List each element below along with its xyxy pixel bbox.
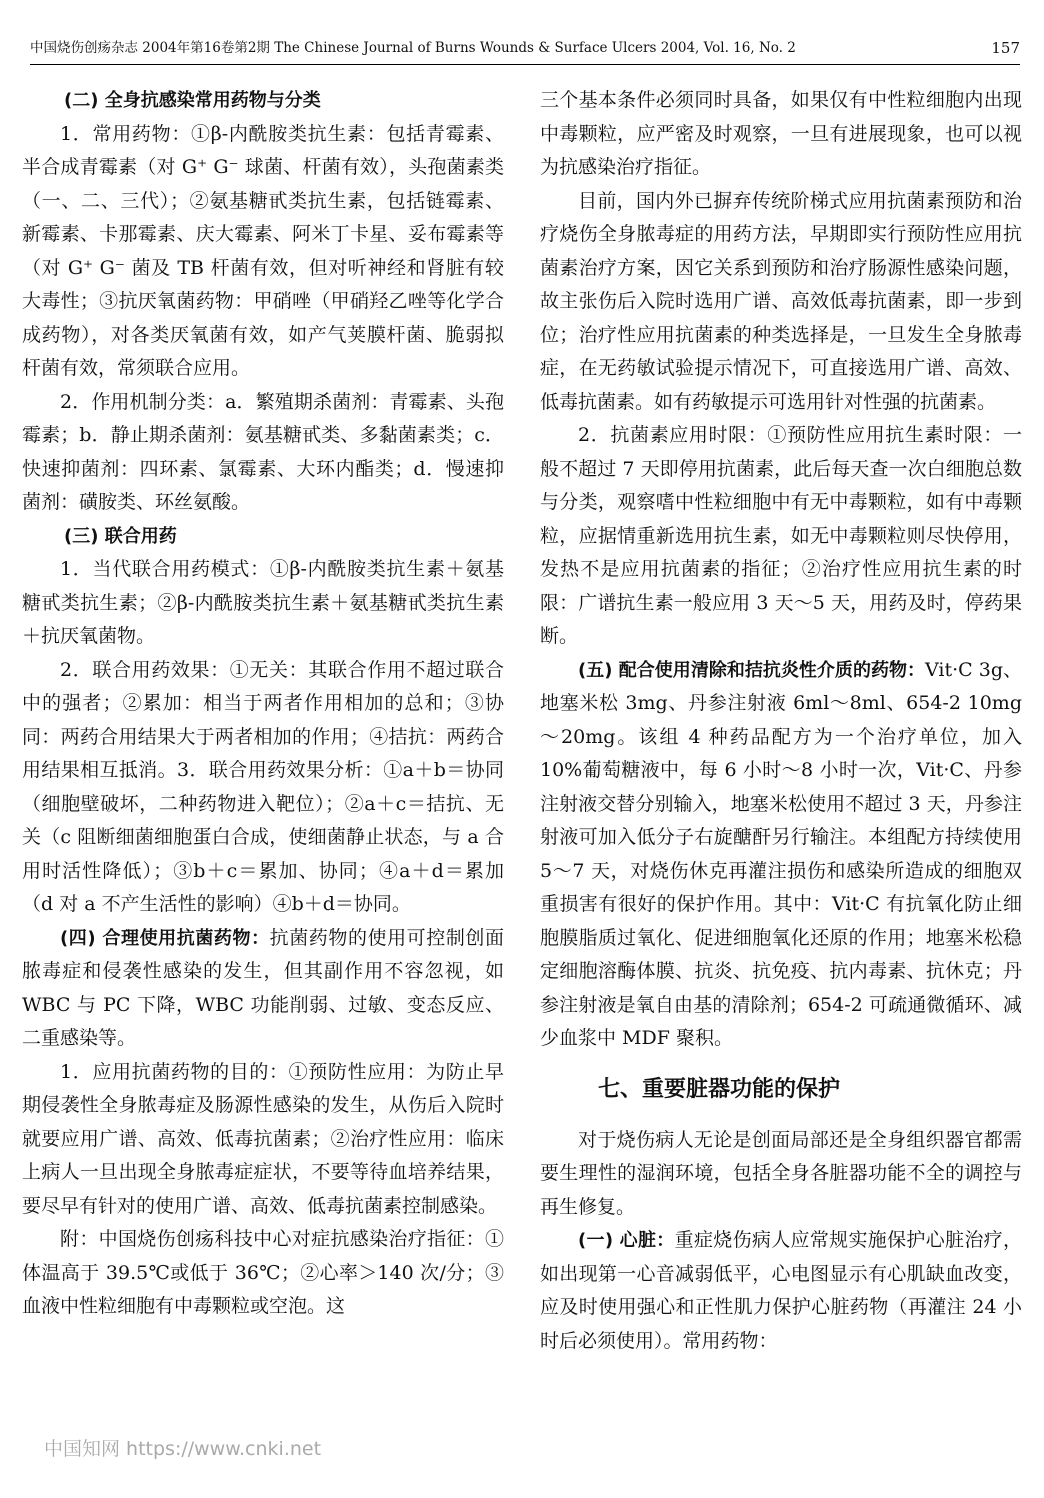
paragraph	[540, 1224, 1022, 1358]
paragraph: 1．应用抗菌药物的目的：①预防性应用：为防止早期侵袭性全身脓毒症及肠源性感染的发生，从伤后入院时就要应用广谱、高效、低毒抗菌素；②治疗性应用：临床上病人一旦出现全身脓毒症症状，不要等待血培养结果，要尽早有针对的使用广谱、高效、低毒抗菌素控制感染。	[22, 1060, 504, 1217]
paragraph: 2．联合用药效果：①无关：其联合作用不超过联合中的强者；②累加：相当于两者作用相加的总和；③协同：两药合用结果大于两者相加的作用；④拮抗：两药合用结果相互抵消。3．联合用药效果分析：①a＋b＝协同（细胞壁破坏，二种药物进入靶位）；②a＋c＝拮抗、无关（c 阻断细菌细胞蛋白合成，使细菌静止状态，与 a 合用时活性降低）；③b＋c＝累加、协同；④a＋d＝累加（d 对 a 不产生活性的影响）④b＋d＝协同。	[22, 658, 504, 915]
right-column	[540, 84, 1022, 1358]
inline-heading: (一) 心脏：	[578, 1230, 675, 1251]
inline-text: Vit·C 3g、地塞米松 3mg、丹参注射液 6ml～8ml、654-2 10mg～20mg。该组 4 种药品配方为一个治疗单位，加入 10%葡萄糖液中，每 6 小时～8 小时一次，Vit·C、丹参注射液交替分别输入，地塞米松使用不超过 3 天，丹参注射液可加入低分子右旋醣酐另行输注。本组配方持续使用 5～7 天，对烧伤休克再灌注损伤和感染所造成的细胞双重损害有很好的保护作用。其中：Vit·C 有抗氧化防止细胞膜脂质过氧化、促进细胞氧化还原的作用；地塞米松稳定细胞溶酶体膜、抗炎、抗免疫、抗内毒素、抗休克；丹参注射液是氧自由基的清除剂；654-2 可疏通微循环、减少血浆中 MDF 聚积。	[540, 658, 1023, 1049]
paragraph: 1．当代联合用药模式：①β-内酰胺类抗生素＋氨基糖甙类抗生素；②β-内酰胺类抗生素＋氨基糖甙类抗生素＋抗厌氧菌物。	[22, 558, 504, 647]
left-column	[22, 84, 504, 1324]
paragraph	[540, 654, 1022, 1056]
paragraph: 2．作用机制分类：a．繁殖期杀菌剂：青霉素、头孢霉素；b．静止期杀菌剂：氨基糖甙类、多黏菌素类；c．快速抑菌剂：四环素、氯霉素、大环内酯类；d．慢速抑菌剂：磺胺类、环丝氨酸。	[22, 390, 504, 513]
watermark: 中国知网 https://www.cnki.net	[44, 1438, 322, 1460]
paragraph: 2．抗菌素应用时限：①预防性应用抗生素时限：一般不超过 7 天即停用抗菌素，此后每天查一次白细胞总数与分类，观察嗜中性粒细胞中有无中毒颗粒，如有中毒颗粒，应据情重新选用抗生素，如无中毒颗粒则尽快停用，发热不是应用抗菌素的指征；②治疗性应用抗生素的时限：广谱抗生素一般应用 3 天～5 天，用药及时，停药果断。	[540, 424, 1022, 647]
inline-heading: (四) 合理使用抗菌药物：	[60, 927, 270, 949]
header-rule	[30, 64, 1020, 65]
section-title: 七、重要脏器功能的保护	[598, 1076, 841, 1102]
paragraph: 附：中国烧伤创疡科技中心对症抗感染治疗指征：①体温高于 39.5℃或低于 36℃；②心率＞140 次/分；③血液中性粒细胞有中毒颗粒或空泡。这	[22, 1228, 504, 1317]
inline-text: 重症烧伤病人应常规实施保护心脏治疗，如出现第一心音减弱低平，心电图显示有心肌缺血改变，应及时使用强心和正性肌力保护心脏药物（再灌注 24 小时后必须使用）。常用药物：	[540, 1229, 1022, 1352]
paragraph: 目前，国内外已摒弃传统阶梯式应用抗菌素预防和治疗烧伤全身脓毒症的用药方法，早期即实行预防性应用抗菌素治疗方案，因它关系到预防和治疗肠源性感染问题，故主张伤后入院时选用广谱、高效低毒抗菌素，即一步到位；治疗性应用抗菌素的种类选择是，一旦发生全身脓毒症，在无药敏试验提示情况下，可直接选用广谱、高效、低毒抗菌素。如有药敏提示可选用针对性强的抗菌素。	[540, 189, 1022, 413]
page-number: 157	[991, 39, 1020, 57]
paragraph: 对于烧伤病人无论是创面局部还是全身组织器官都需要生理性的湿润环境，包括全身各脏器功能不全的调控与再生修复。	[540, 1128, 1022, 1218]
running-header	[30, 38, 1020, 60]
paragraph: 三个基本条件必须同时具备，如果仅有中性粒细胞内出现中毒颗粒，应严密及时观察，一旦有进展现象，也可以视为抗感染治疗指征。	[540, 89, 1022, 178]
subsection-heading: (三) 联合用药	[64, 525, 177, 547]
paragraph	[22, 922, 504, 1056]
inline-text: 抗菌药物的使用可控制创面脓毒症和侵袭性感染的发生，但其副作用不容忽视，如 WBC 与 PC 下降，WBC 功能削弱、过敏、变态反应、二重感染等。	[22, 926, 504, 1049]
paragraph: 1．常用药物：①β-内酰胺类抗生素：包括青霉素、半合成青霉素（对 G⁺ G⁻ 球菌、杆菌有效），头孢菌素类（一、二、三代）；②氨基糖甙类抗生素，包括链霉素、新霉素、卡那霉素、庆大霉素、阿米丁卡星、妥布霉素等（对 G⁺ G⁻ 菌及 TB 杆菌有效，但对听神经和肾脏有较大毒性；③抗厌氧菌药物：甲硝唑（甲硝羟乙唑等化学合成药物），对各类厌氧菌有效，如产气荚膜杆菌、脆弱拟杆菌有效，常须联合应用。	[22, 122, 504, 379]
journal-citation: 中国烧伤创疡杂志 2004年第16卷第2期 The Chinese Journal of Burns Wounds & Surface Ulcers 2004, Vol. 16, No. 2	[30, 40, 796, 56]
inline-heading: (五) 配合使用清除和拮抗炎性介质的药物：	[578, 659, 926, 681]
subsection-heading: (二) 全身抗感染常用药物与分类	[64, 90, 321, 111]
